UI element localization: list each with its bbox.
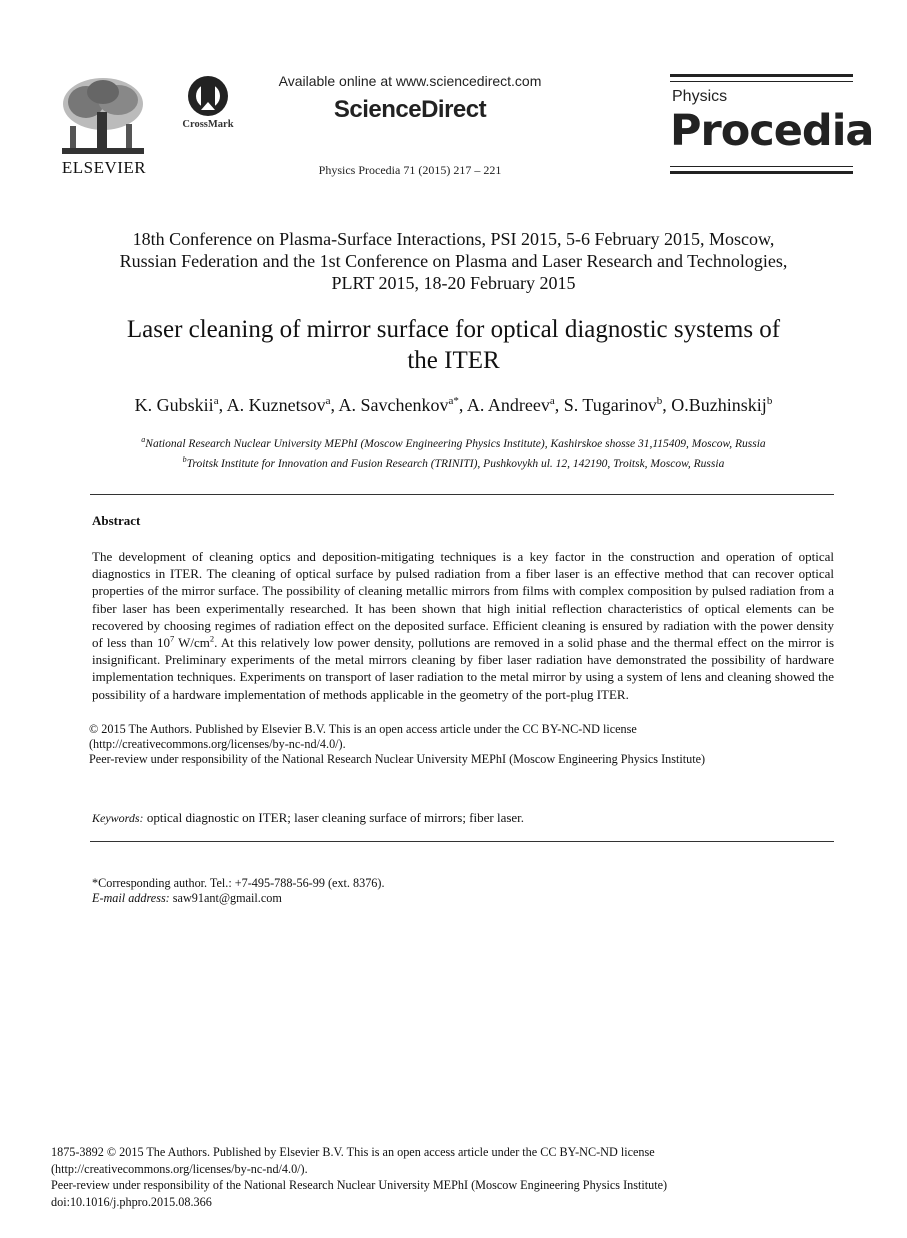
logo-rule-top [670, 74, 853, 77]
doi[interactable]: doi:10.1016/j.phpro.2015.08.366 [51, 1194, 212, 1209]
conference-info [60, 228, 847, 294]
journal-reference: Physics Procedia 71 (2015) 217 – 221 [318, 163, 502, 177]
title-line: the ITER [407, 347, 500, 374]
logo-rule-bottom [670, 171, 853, 174]
corresponding-author [92, 876, 834, 906]
keywords [92, 810, 834, 826]
journal-big-name: Procedia [670, 106, 874, 156]
footer-line: Peer-review under responsibility of the National Research Nuclear University MEPhI (Moscow Engineering Physics Institute) [51, 1178, 668, 1192]
copyright-line: © 2015 The Authors. Published by Elsevier B.V. This is an open access article under the CC BY-NC-ND license [89, 722, 637, 736]
abstract-text: The development of cleaning optics and deposition-mitigating techniques is a key factor in the construction and operation of optical diagnostics in ITER. The cleaning of optical surface by pulsed radiation from a fiber laser is an effective method that can recover optical properties of the mirror surface. The possibility of cleaning metallic mirrors from films with complex composition by pulsed radiation from a fiber laser has been experimentally researched. It has been shown that high initial reflection characteristics of optical elements can be recovered by choosing regimes of radiation effect on the deposited surface. Efficient cleaning is ensured by radiation with the power density of less than $10^7$ $W/cm^2$. At this relatively low power density, pollutions are removed in a solid phase and the thermal effect on the mirror is insignificant. Preliminary experiments of the metal mirrors cleaning by fiber laser radiation have demonstrated the possibility of hardware implementation techniques. Experiments on transport of laser radiation to the metal mirror by using a system of lens and cleaning showed the possibility of a hardware implementation of methods applicable in the geometry of the port-plug ITER. [92, 549, 835, 702]
keywords-label: Keywords: [92, 811, 144, 825]
divider-bottom [90, 841, 834, 842]
author: A. Andreev$^a$, [466, 395, 564, 415]
sciencedirect-logo: ScienceDirect [333, 96, 487, 123]
available-online-text[interactable]: Available online at www.sciencedirect.com [278, 73, 542, 89]
logo-rule-top-thin [670, 81, 853, 82]
crossmark-label: CrossMark [182, 119, 234, 130]
email-address[interactable]: saw91ant@gmail.com [169, 891, 282, 905]
journal-small-name: Physics [672, 88, 728, 105]
publisher-name: ELSEVIER [61, 158, 147, 177]
divider-top [90, 494, 834, 495]
affiliation: $^b$Troitsk Institute for Innovation and Fusion Research (TRINITI), Pushkovykh ul. 12, 142190, Troitsk, Moscow, Russia [182, 454, 725, 470]
title-line: Laser cleaning of mirror surface for optical diagnostic systems of [126, 316, 781, 343]
page-footer [51, 1144, 851, 1210]
author: A. Kuznetsov$^a$, [226, 395, 339, 415]
footer-license-link[interactable]: (http://creativecommons.org/licenses/by-nc-nd/4.0/). [51, 1161, 308, 1176]
conference-line: 18th Conference on Plasma-Surface Interactions, PSI 2015, 5-6 February 2015, Moscow, [132, 229, 775, 249]
author-list [60, 395, 847, 416]
paper-title [60, 314, 847, 376]
peer-review-line: Peer-review under responsibility of the National Research Nuclear University MEPhI (Moscow Engineering Physics Institute) [89, 752, 706, 766]
copyright-notice [89, 722, 834, 767]
conference-line: Russian Federation and the 1st Conference on Plasma and Laser Research and Technologies, [119, 251, 788, 271]
affiliation: $^a$National Research Nuclear University MEPhI (Moscow Engineering Physics Institute), Kashirskoe shosse 31,115409, Moscow, Russia [141, 435, 766, 450]
physics-procedia-logo [670, 74, 874, 178]
footer-line: 1875-3892 © 2015 The Authors. Published by Elsevier B.V. This is an open access article under the CC BY-NC-ND license [51, 1145, 655, 1159]
license-link[interactable]: (http://creativecommons.org/licenses/by-nc-nd/4.0/). [89, 737, 346, 751]
abstract-heading: Abstract [92, 513, 141, 528]
elsevier-tree-logo-icon [56, 74, 150, 158]
corresponding-author-line: *Corresponding author. Tel.: +7-495-788-56-99 (ext. 8376). [92, 876, 385, 890]
author: A. Savchenkov$^{a*}$, [338, 395, 467, 415]
keywords-text: optical diagnostic on ITER; laser cleaning surface of mirrors; fiber laser. [143, 810, 525, 825]
email-line: E-mail address: saw91ant@gmail.com [92, 891, 282, 905]
affiliations [60, 432, 847, 472]
conference-line: PLRT 2015, 18-20 February 2015 [331, 273, 576, 293]
author: S. Tugarinov$^b$, [563, 395, 672, 415]
author: O.Buzhinskij$^b$ [671, 395, 773, 415]
author: K. Gubskii$^a$, [134, 395, 227, 415]
logo-rule-bottom-thin [670, 166, 853, 167]
